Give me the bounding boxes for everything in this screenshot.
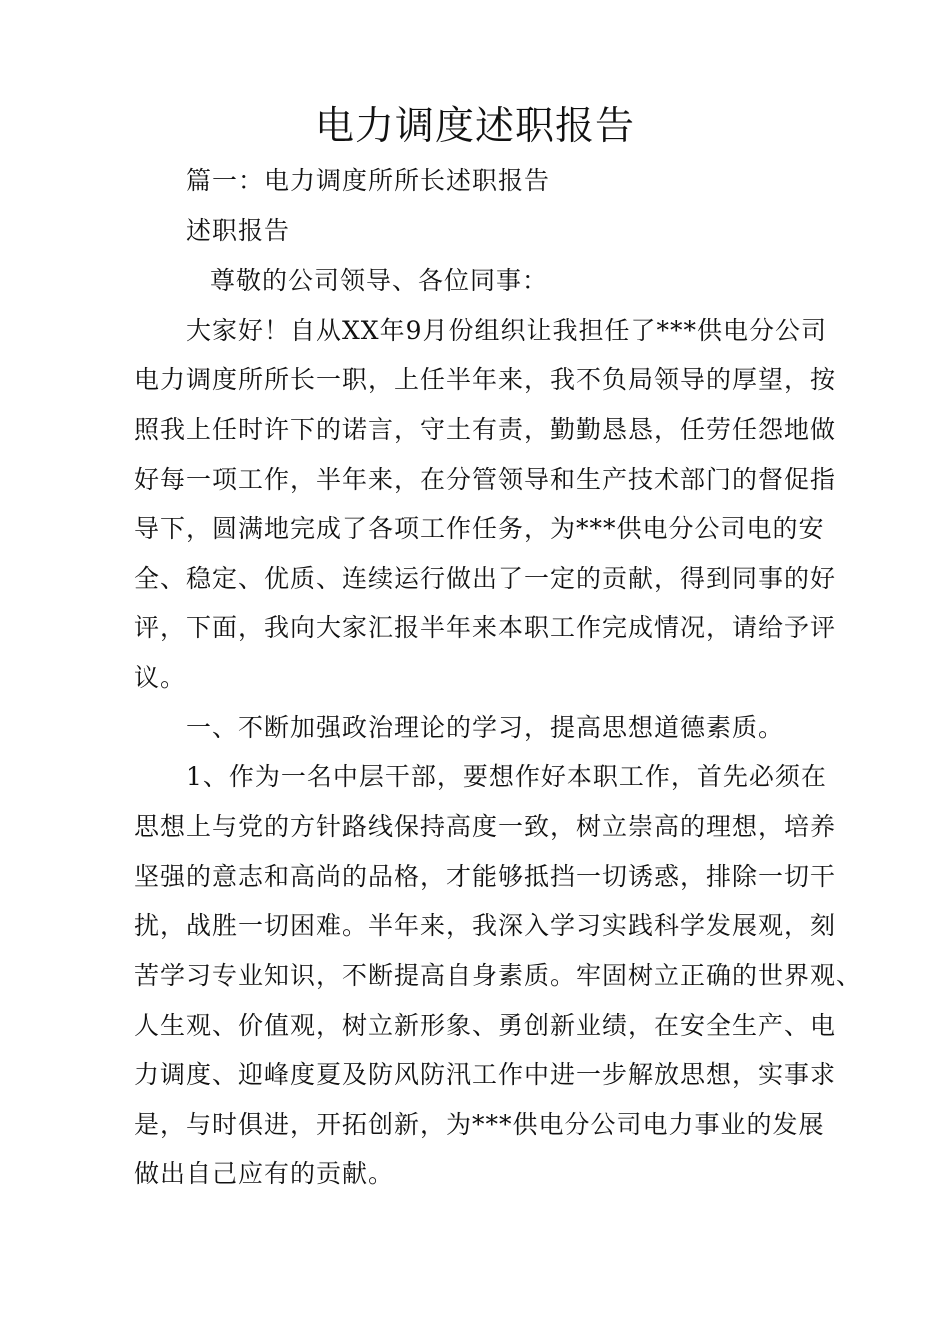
salutation: 尊敬的公司领导、各位同事：: [210, 266, 549, 295]
paragraph-line: 好每一项工作，半年来，在分管领导和生产技术部门的督促指: [134, 465, 837, 494]
subheading: 述职报告: [186, 216, 291, 245]
paragraph-line: 做出自己应有的贡献。: [134, 1159, 395, 1188]
paragraph-line: 大家好！自从XX年9月份组织让我担任了***供电分公司: [186, 316, 828, 345]
section-heading: 一、不断加强政治理论的学习，提高思想道德素质。: [186, 713, 785, 742]
paragraph-line: 照我上任时许下的诺言，守土有责，勤勤恳恳，任劳任怨地做: [134, 415, 837, 444]
paragraph-line: 人生观、价值观，树立新形象、勇创新业绩，在安全生产、电: [134, 1011, 837, 1040]
paragraph-line: 苦学习专业知识，不断提高自身素质。牢固树立正确的世界观、: [134, 961, 863, 990]
paragraph-line: 1、作为一名中层干部，要想作好本职工作，首先必须在: [186, 762, 827, 791]
section-heading: 篇一：电力调度所所长述职报告: [186, 166, 551, 195]
paragraph-line: 扰，战胜一切困难。半年来，我深入学习实践科学发展观，刻: [134, 911, 837, 940]
paragraph-line: 议。: [134, 663, 187, 692]
document-title: 电力调度述职报告: [314, 104, 635, 149]
paragraph-line: 力调度、迎峰度夏及防风防汛工作中进一步解放思想，实事求: [134, 1060, 837, 1089]
paragraph-line: 评，下面，我向大家汇报半年来本职工作完成情况，请给予评: [134, 613, 837, 642]
paragraph-line: 全、稳定、优质、连续运行做出了一定的贡献，得到同事的好: [134, 564, 837, 593]
paragraph-line: 导下，圆满地完成了各项工作任务，为***供电分公司电的安: [134, 514, 825, 543]
paragraph-line: 坚强的意志和高尚的品格，才能够抵挡一切诱惑，排除一切干: [134, 862, 837, 891]
paragraph-line: 思想上与党的方针路线保持高度一致，树立崇高的理想，培养: [134, 812, 837, 841]
paragraph-line: 电力调度所所长一职，上任半年来，我不负局领导的厚望，按: [134, 365, 837, 394]
paragraph-line: 是，与时俱进，开拓创新，为***供电分公司电力事业的发展: [134, 1110, 825, 1139]
